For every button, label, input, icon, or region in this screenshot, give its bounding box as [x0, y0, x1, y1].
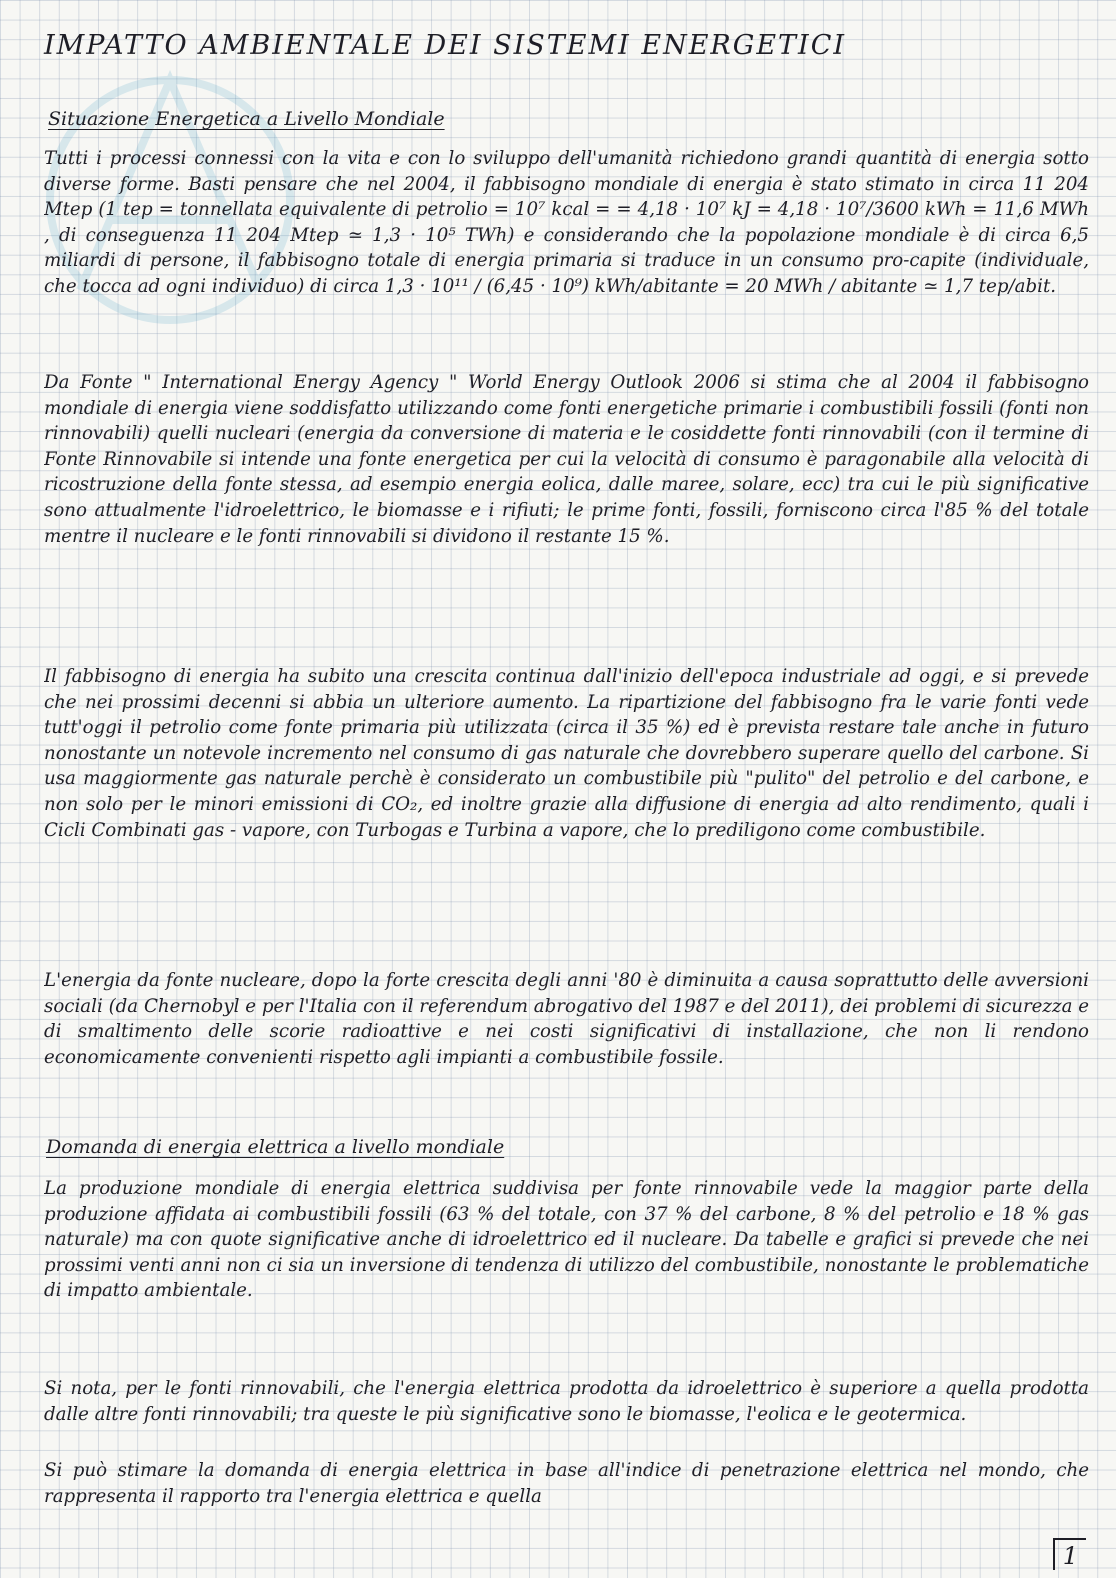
paragraph-penetration-index: Si può stimare la domanda di energia elettrica in base all'indice di penetrazione elettrica nel mondo, che rappresenta il rapporto tra l'energia elettrica e quella [44, 1460, 1089, 1507]
paragraph-energy-sources: Da Fonte " International Energy Agency " World Energy Outlook 2006 si stima che al 2004 il fabbisogno mondiale di energia viene soddisfatto utilizzando come fonti energetiche primarie i combustibili fossili (fonti non rinnovabili) quelli nucleari (energia da conversione di materia e le cosiddette fonti rinnovabili (con il termine di Fonte Rinnovabile si intende una fonte energetica per cui la velocità di consumo è paragonabile alla velocità di ricostruzione della fonte stessa, ad esempio energia eolica, dalle maree, solare, ecc) tra cui le più significative sono attualmente l'idroelettrico, le biomasse e i rifiuti; le prime fonti, fossili, forniscono circa l'85 % del totale mentre il nucleare e le fonti rinnovabili si dividono il restante 15 %. [44, 372, 1089, 547]
paragraph-nuclear-energy: L'energia da fonte nucleare, dopo la forte crescita degli anni '80 è diminuita a causa soprattutto delle avversioni sociali (da Chernobyl e per l'Italia con il referendum abrogativo del 1987 e del 2011), dei problemi di sicurezza e di smaltimento delle scorie radioattive e nei costi significativi di installazione, che non li rendono economicamente convenienti rispetto agli impianti a combustibile fossile. [44, 970, 1089, 1068]
paragraph-renewables: Si nota, per le fonti rinnovabili, che l'energia elettrica prodotta da idroelettrico è superiore a quella prodotta dalle altre fonti rinnovabili; tra queste le più significative sono le biomasse, l'eolica e le geotermica. [44, 1378, 1089, 1425]
paragraph-energy-needs: Tutti i processi connessi con la vita e con lo sviluppo dell'umanità richiedono grandi quantità di energia sotto diverse forme. Basti pensare che nel 2004, il fabbisogno mondiale di energia è stato stimato in circa 11 204 Mtep (1 tep = tonnellata equivalente di petrolio = 10⁷ kcal = = 4,18 · 10⁷ kJ = 4,18 · 10⁷/3600 kWh = 11,6 MWh , di conseguenza 11 204 Mtep ≃ 1,3 · 10⁵ TWh) e considerando che la popolazione mondiale è di circa 6,5 miliardi di persone, il fabbisogno totale di energia primaria si traduce in un consumo pro-capite (individuale, che tocca ad ogni individuo) di circa 1,3 · 10¹¹ / (6,45 · 10⁹) kWh/abitante = 20 MWh / abitante ≃ 1,7 tep/abit. [44, 148, 1089, 297]
paragraph-electric-production: La produzione mondiale di energia elettrica suddivisa per fonte rinnovabile vede la maggior parte della produzione affidata ai combustibili fossili (63 % del totale, con 37 % del carbone, 8 % del petrolio e 18 % gas naturale) ma con quote significative anche di idroelettrico ed il nucleare. Da tabelle e grafici si prevede che nei prossimi venti anni non ci sia un inversione di tendenza di utilizzo del combustibile, nonostante le problematiche di impatto ambientale. [44, 1178, 1089, 1302]
page-number: 1 [1053, 1538, 1086, 1570]
page-title: IMPATTO AMBIENTALE DEI SISTEMI ENERGETICI [44, 30, 847, 61]
section-heading-electric-demand: Domanda di energia elettrica a livello mondiale [46, 1136, 505, 1158]
paragraph-energy-growth: Il fabbisogno di energia ha subito una crescita continua dall'inizio dell'epoca industriale ad oggi, e si prevede che nei prossimi decenni si abbia un ulteriore aumento. La ripartizione del fabbisogno fra le varie fonti vede tutt'oggi il petrolio come fonte primaria più utilizzata (circa il 35 %) ed è prevista restare tale anche in futuro nonostante un notevole incremento nel consumo di gas naturale che dovrebbero superare quello del carbone. Si usa maggiormente gas naturale perchè è considerato un combustibile più "pulito" del petrolio e del carbone, e non solo per le minori emissioni di CO₂, ed inoltre grazie alla diffusione di energia ad alto rendimento, quali i Cicli Combinati gas - vapore, con Turbogas e Turbina a vapore, che lo prediligono come combustibile. [44, 666, 1089, 841]
section-heading-world-energy: Situazione Energetica a Livello Mondiale [48, 108, 445, 130]
